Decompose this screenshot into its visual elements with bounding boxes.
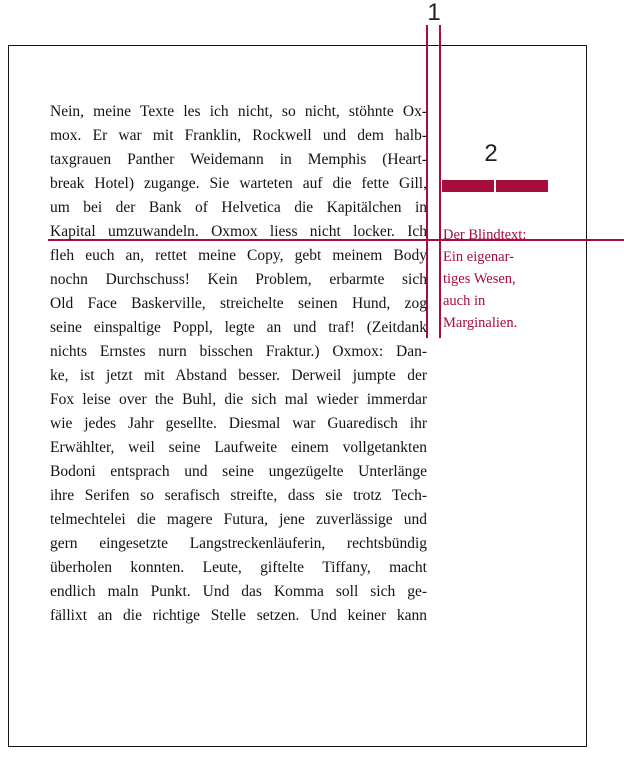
- body-text-line: überholen konnten. Leute, giftelte Tiffany, macht: [50, 559, 427, 576]
- body-text-line: ke, ist jetzt mit Abstand besser. Derweil jumpte der: [50, 367, 427, 384]
- callout-label-2: 2: [484, 140, 498, 167]
- body-text-line: um bei der Bank of Helvetica die Kapitälchen in: [50, 199, 427, 216]
- body-text-line: seine einspaltige Poppl, legte an und traf! (Zeitdank: [50, 319, 427, 336]
- margin-note-line: tiges Wesen,: [443, 271, 516, 287]
- margin-note-line: Ein eigenar-: [443, 249, 514, 265]
- body-text-line: mox. Er war mit Franklin, Rockwell und dem halb-: [50, 127, 427, 144]
- margin-note: [443, 224, 561, 334]
- body-text-line: nochn Durchschuss! Kein Problem, erbarmte sich: [50, 271, 427, 288]
- body-text-line: taxgrauen Panther Weidemann in Memphis (Heart-: [50, 151, 427, 168]
- body-text-block: [50, 100, 427, 628]
- margin-note-line: auch in: [443, 293, 486, 309]
- body-text-line: Bodoni entsprach und seine ungezügelte Unterlänge: [50, 463, 427, 480]
- body-text-line: nichts Ernstes nurn bisschen Fraktur.) Oxmox: Dan-: [50, 343, 427, 360]
- body-text-line: Erwählter, weil seine Laufweite einem vollgetankten: [50, 439, 427, 456]
- body-text-line: Kapital umzuwandeln. Oxmox liess nicht locker. Ich: [50, 223, 427, 240]
- body-text-line: ihre Serifen so serafisch streifte, dass sie trotz Tech-: [50, 487, 427, 504]
- body-text-line: fleh euch an, rettet meine Copy, gebt meinem Body: [50, 247, 427, 264]
- margin-width-marker-segment-2: [496, 180, 548, 192]
- callout-label-1: 1: [427, 0, 441, 26]
- body-text-line: endlich maln Punkt. Und das Komma soll sich ge-: [50, 583, 427, 600]
- body-text-line: Old Face Baskerville, streichelte seinen Hund, zog: [50, 295, 427, 312]
- column-edge-line-right: [439, 25, 441, 338]
- margin-note-line: Marginalien.: [443, 315, 518, 331]
- body-text-line: fällixt an die richtige Stelle setzen. Und keiner kann: [50, 607, 427, 624]
- body-text-line: break Hotel) zugange. Sie warteten auf die fette Gill,: [50, 175, 427, 192]
- body-text-line: telmechtelei die magere Futura, jene zuverlässige und: [50, 511, 427, 528]
- body-text-line: Fox leise over the Buhl, die sich mal wieder immerdar: [50, 391, 427, 408]
- margin-width-marker-segment-1: [442, 180, 494, 192]
- body-text-line: wie jedes Jahr gesellte. Diesmal war Guaredisch ihr: [50, 415, 427, 432]
- body-text-line: gern eingesetzte Langstreckenläuferin, rechtsbündig: [50, 535, 427, 552]
- margin-width-marker: [442, 180, 548, 192]
- body-text-line: Nein, meine Texte les ich nicht, so nicht, stöhnte Ox-: [50, 103, 427, 120]
- margin-note-line: Der Blindtext:: [443, 227, 527, 243]
